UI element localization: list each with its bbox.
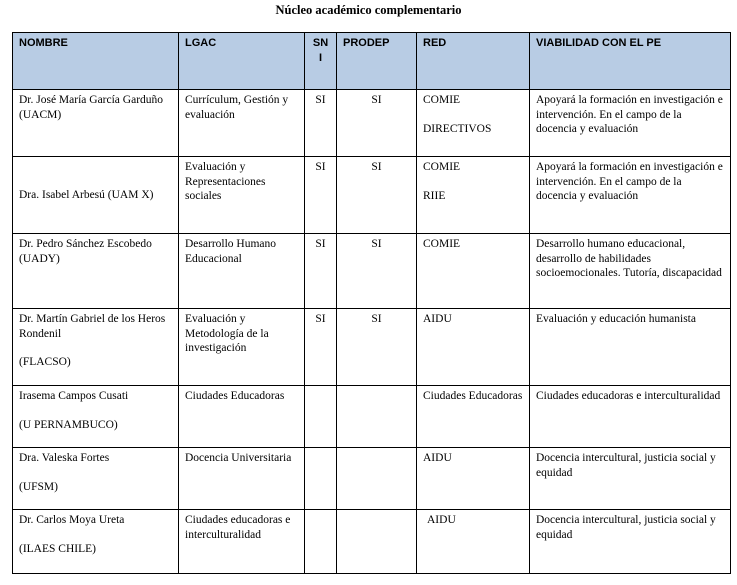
cell-nombre xyxy=(13,386,179,448)
cell-sni: SI xyxy=(305,234,337,309)
cell-nombre xyxy=(13,510,179,574)
spacer xyxy=(423,108,523,122)
header-sni-line2: I xyxy=(318,51,323,64)
cell-viabilidad: Evaluación y educación humanista xyxy=(530,309,731,386)
header-sni xyxy=(305,33,337,90)
spacer xyxy=(19,466,172,480)
spacer xyxy=(19,528,172,542)
header-prodep: PRODEP xyxy=(337,33,417,90)
cell-nombre-line2: (UFSM) xyxy=(19,480,58,493)
cell-lgac: Ciudades educadoras e interculturalidad xyxy=(179,510,305,574)
spacer xyxy=(19,341,172,355)
cell-viabilidad: Apoyará la formación en investigación e intervención. En el campo de la docencia y evaluación xyxy=(530,90,731,157)
cell-viabilidad: Desarrollo humano educacional, desarrollo de habilidades socioemocionales. Tutoría, discapacidad xyxy=(530,234,731,309)
cell-nombre: Dr. Pedro Sánchez Escobedo (UADY) xyxy=(13,234,179,309)
cell-viabilidad: Ciudades educadoras e interculturalidad xyxy=(530,386,731,448)
cell-lgac: Ciudades Educadoras xyxy=(179,386,305,448)
cell-prodep xyxy=(337,510,417,574)
cell-sni: SI xyxy=(305,90,337,157)
header-sni-line1: SN xyxy=(312,37,329,49)
cell-nombre-line1: Dr. Martín Gabriel de los Heros Rondenil xyxy=(19,313,166,340)
cell-red-line1: COMIE xyxy=(423,161,461,173)
table-row xyxy=(13,386,731,448)
academic-core-table xyxy=(12,32,731,574)
cell-sni: SI xyxy=(305,157,337,234)
header-nombre: NOMBRE xyxy=(13,33,179,90)
cell-nombre-line1: Irasema Campos Cusati xyxy=(19,390,129,402)
cell-prodep: SI xyxy=(337,90,417,157)
cell-nombre-line1: Dra. Valeska Fortes xyxy=(19,452,110,464)
cell-lgac: Docencia Universitaria xyxy=(179,448,305,510)
cell-nombre-line1: Dr. Carlos Moya Ureta xyxy=(19,514,125,526)
header-row xyxy=(13,33,731,90)
spacer xyxy=(423,175,523,189)
cell-prodep: SI xyxy=(337,234,417,309)
cell-sni xyxy=(305,448,337,510)
cell-nombre-line2: (ILAES CHILE) xyxy=(19,542,96,555)
cell-red xyxy=(417,90,530,157)
spacer xyxy=(19,174,172,188)
table-row xyxy=(13,448,731,510)
cell-red: Ciudades Educadoras xyxy=(417,386,530,448)
cell-prodep xyxy=(337,448,417,510)
cell-nombre xyxy=(13,309,179,386)
cell-prodep: SI xyxy=(337,157,417,234)
cell-red-line1: COMIE xyxy=(423,94,461,106)
cell-sni xyxy=(305,386,337,448)
page-title: Núcleo académico complementario xyxy=(275,3,462,17)
table-row xyxy=(13,309,731,386)
header-red: RED xyxy=(417,33,530,90)
cell-sni xyxy=(305,510,337,574)
cell-sni: SI xyxy=(305,309,337,386)
header-viabilidad: VIABILIDAD CON EL PE xyxy=(530,33,731,90)
cell-red: AIDU xyxy=(417,510,530,574)
cell-nombre-line2: (FLACSO) xyxy=(19,356,71,368)
cell-lgac: Currículum, Gestión y evaluación xyxy=(179,90,305,157)
spacer xyxy=(19,404,172,418)
cell-nombre xyxy=(13,448,179,510)
cell-red xyxy=(417,157,530,234)
table-row xyxy=(13,157,731,234)
cell-lgac: Evaluación y Metodología de la investigación xyxy=(179,309,305,386)
cell-red-line2: DIRECTIVOS xyxy=(423,122,492,135)
cell-prodep: SI xyxy=(337,309,417,386)
cell-nombre-text: Dra. Isabel Arbesú (UAM X) xyxy=(19,189,154,201)
table-row xyxy=(13,234,731,309)
cell-red: AIDU xyxy=(417,448,530,510)
cell-nombre xyxy=(13,157,179,234)
cell-viabilidad: Docencia intercultural, justicia social y equidad xyxy=(530,448,731,510)
cell-lgac: Desarrollo Humano Educacional xyxy=(179,234,305,309)
cell-prodep xyxy=(337,386,417,448)
cell-lgac: Evaluación y Representaciones sociales xyxy=(179,157,305,234)
table-row xyxy=(13,90,731,157)
cell-red-line2: RIIE xyxy=(423,189,446,202)
cell-viabilidad: Apoyará la formación en investigación e intervención. En el campo de la docencia y evaluación xyxy=(530,157,731,234)
cell-viabilidad: Docencia intercultural, justicia social y equidad xyxy=(530,510,731,574)
table-row xyxy=(13,510,731,574)
header-lgac: LGAC xyxy=(179,33,305,90)
cell-nombre: Dr. José María García Garduño (UACM) xyxy=(13,90,179,157)
cell-red: AIDU xyxy=(417,309,530,386)
cell-nombre-line2: (U PERNAMBUCO) xyxy=(19,418,118,431)
spacer xyxy=(19,160,172,174)
cell-red: COMIE xyxy=(417,234,530,309)
